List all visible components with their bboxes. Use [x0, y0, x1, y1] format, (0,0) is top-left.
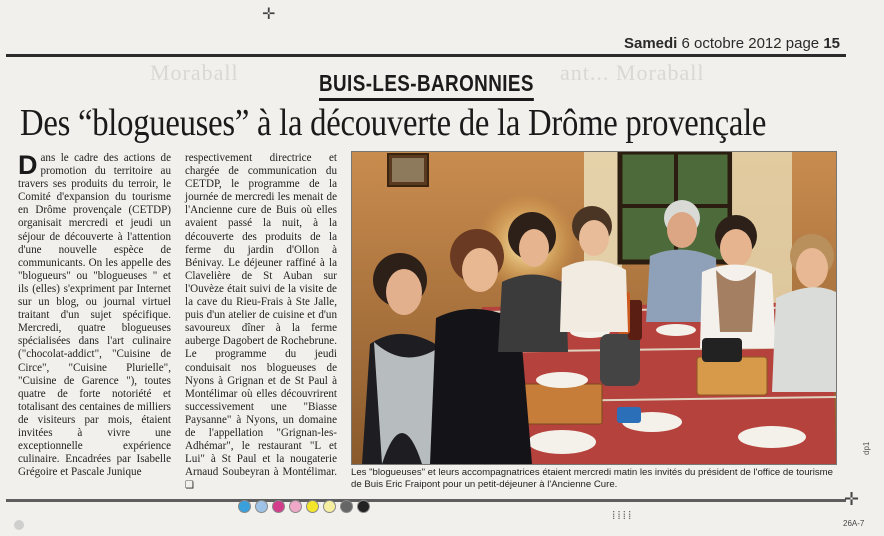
ghost-text-left: Moraball — [150, 60, 239, 85]
group-photo-illustration — [352, 152, 836, 464]
column-1-text: ans le cadre des actions de promotion du territoire au travers ses produits du terroir, le Comité d'expansion du tourisme en Drôme provençale (CETDP) organisait mercredi et jeudi un séjour de découverte à l'attention d'une nouvelle espèce de communicants. On les appelle des "blogueurs" ou "blogueuses " et ils (elles) s'expriment par Internet sur un blog, ou journal virtuel traitant d'un sujet spécifique. Mercredi, quatre blogueuses spécialisées dans l'art culinaire ("chocolat-addict", "Cuisine de Circe", "Cuisine Plurielle", "Cuisine de Garence "), toutes quatre de forte notoriété et totalisant des centaines de milliers de visiteurs par mois, étaient invitées à vivre une exceptionnelle expérience culinaire. Encadrées par Isabelle Grégoire et Pascale Junique — [18, 152, 171, 479]
article-column-2 — [185, 152, 337, 492]
date-label: 6 octobre 2012 — [681, 35, 782, 52]
photo-caption: Les "blogueuses" et leurs accompagnatrices étaient mercredi matin les invités du président de l'office de tourisme de Buis Eric Fraipont pour un petit-déjeuner à l'Ancienne Cure. — [351, 467, 834, 490]
registration-mark-bottom-icon: ✛ — [844, 489, 860, 510]
article-headline: Des “blogueuses” à la découverte de la Drôme provençale — [20, 102, 767, 144]
day-label: Samedi — [623, 35, 678, 52]
footer-rule — [6, 499, 846, 502]
color-swatch-5 — [306, 500, 319, 513]
column-2-text: respectivement directrice et chargée de communication du CETDP, le programme de la journée de mercredi les menait de l'Ancienne cure de Buis où elles avaient passé la nuit, à la découverte des produits de la ferme du jardin d'Ollon à Bénivay. Le déjeuner raffiné à la Clavelière de St Auban sur l'Ouvèze était suivi de la visite de la cave du Rieu-Frais à Ste Jalle, puis d'un atelier de cuisine et d'un savoureux dîner à la ferme auberge Dagobert de Rochebrune. Le programme du jeudi conduisait nos blogueuses de Nyons à Grignan et de St Paul à Montélimar où elles découvrirent successivement une "Biasse Paysanne" à Nyons, un domaine de l'appellation "Grignan-les-Adhémar", le restaurant "L et Lui" à St Paul et la nougaterie Arnaud Soubeyran à Montélimar. — [185, 152, 337, 479]
color-swatch-2 — [255, 500, 268, 513]
page-label: page — [785, 35, 820, 52]
color-swatch-8 — [357, 500, 370, 513]
color-bar — [238, 500, 370, 513]
color-swatch-1 — [238, 500, 251, 513]
side-tag: dp1 — [862, 441, 871, 455]
drop-cap: D — [18, 150, 38, 180]
punch-hole-icon — [14, 520, 24, 530]
article-column-1 — [18, 152, 171, 479]
header-rule — [6, 54, 846, 57]
color-swatch-3 — [272, 500, 285, 513]
page-number: 15 — [823, 35, 840, 52]
crop-mark-icon: ⁞⁞⁞⁞ — [612, 508, 634, 522]
plate-code: 26A-7 — [843, 519, 865, 528]
article-photo — [351, 151, 837, 465]
color-swatch-6 — [323, 500, 336, 513]
page-header — [624, 35, 840, 52]
ghost-text-right: ant... Moraball — [560, 60, 705, 85]
color-swatch-7 — [340, 500, 353, 513]
color-swatch-4 — [289, 500, 302, 513]
section-rubric: BUIS-LES-BARONNIES — [319, 70, 534, 101]
article-end-mark: ❏ — [185, 480, 194, 492]
registration-mark-icon: ✛ — [262, 4, 276, 23]
